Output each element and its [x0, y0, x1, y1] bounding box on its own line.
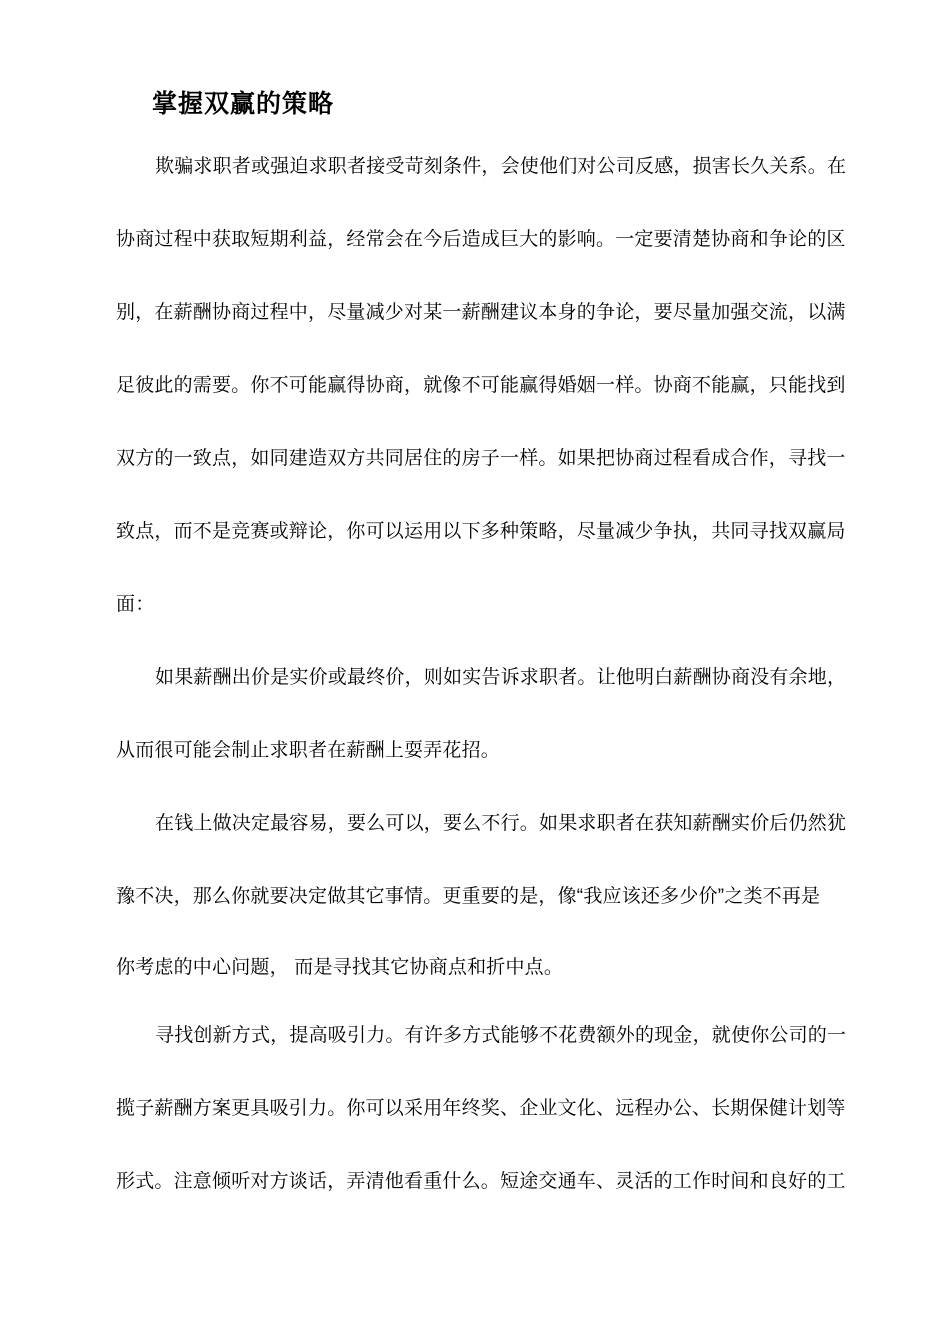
text-line: 寻找创新方式，提高吸引力。有许多方式能够不花费额外的现金，就使你公司的一	[155, 1025, 847, 1046]
text-line: 面：	[116, 594, 155, 615]
text-line: 欺骗求职者或强迫求职者接受苛刻条件，会使他们对公司反感，损害长久关系。在	[155, 156, 847, 177]
text-line: 揽子薪酬方案更具吸引力。你可以采用年终奖、企业文化、远程办公、长期保健计划等	[116, 1098, 846, 1119]
page-title: 掌握双赢的策略	[152, 90, 335, 118]
text-line: 豫不决，那么你就要决定做其它事情。更重要的是，像“我应该还多少价”之类不再是	[116, 886, 821, 907]
text-line: 在钱上做决定最容易，要么可以，要么不行。如果求职者在获知薪酬实价后仍然犹	[155, 813, 847, 834]
text-line: 协商过程中获取短期利益，经常会在今后造成巨大的影响。一定要清楚协商和争论的区	[116, 229, 846, 250]
text-line: 致点，而不是竞赛或辩论，你可以运用以下多种策略，尽量减少争执，共同寻找双赢局	[116, 521, 846, 542]
text-line: 形式。注意倾听对方谈话，弄清他看重什么。短途交通车、灵活的工作时间和良好的工	[116, 1171, 846, 1192]
text-line: 别，在薪酬协商过程中，尽量减少对某一薪酬建议本身的争论，要尽量加强交流，以满	[116, 302, 846, 323]
text-line: 你考虑的中心问题， 而是寻找其它协商点和折中点。	[116, 957, 564, 978]
text-line: 从而很可能会制止求职者在薪酬上耍弄花招。	[116, 740, 501, 761]
text-line: 足彼此的需要。你不可能赢得协商，就像不可能赢得婚姻一样。协商不能赢，只能找到	[116, 375, 846, 396]
text-line: 双方的一致点，如同建造双方共同居住的房子一样。如果把协商过程看成合作，寻找一	[116, 448, 846, 469]
text-line: 如果薪酬出价是实价或最终价，则如实告诉求职者。让他明白薪酬协商没有余地，	[155, 667, 847, 688]
